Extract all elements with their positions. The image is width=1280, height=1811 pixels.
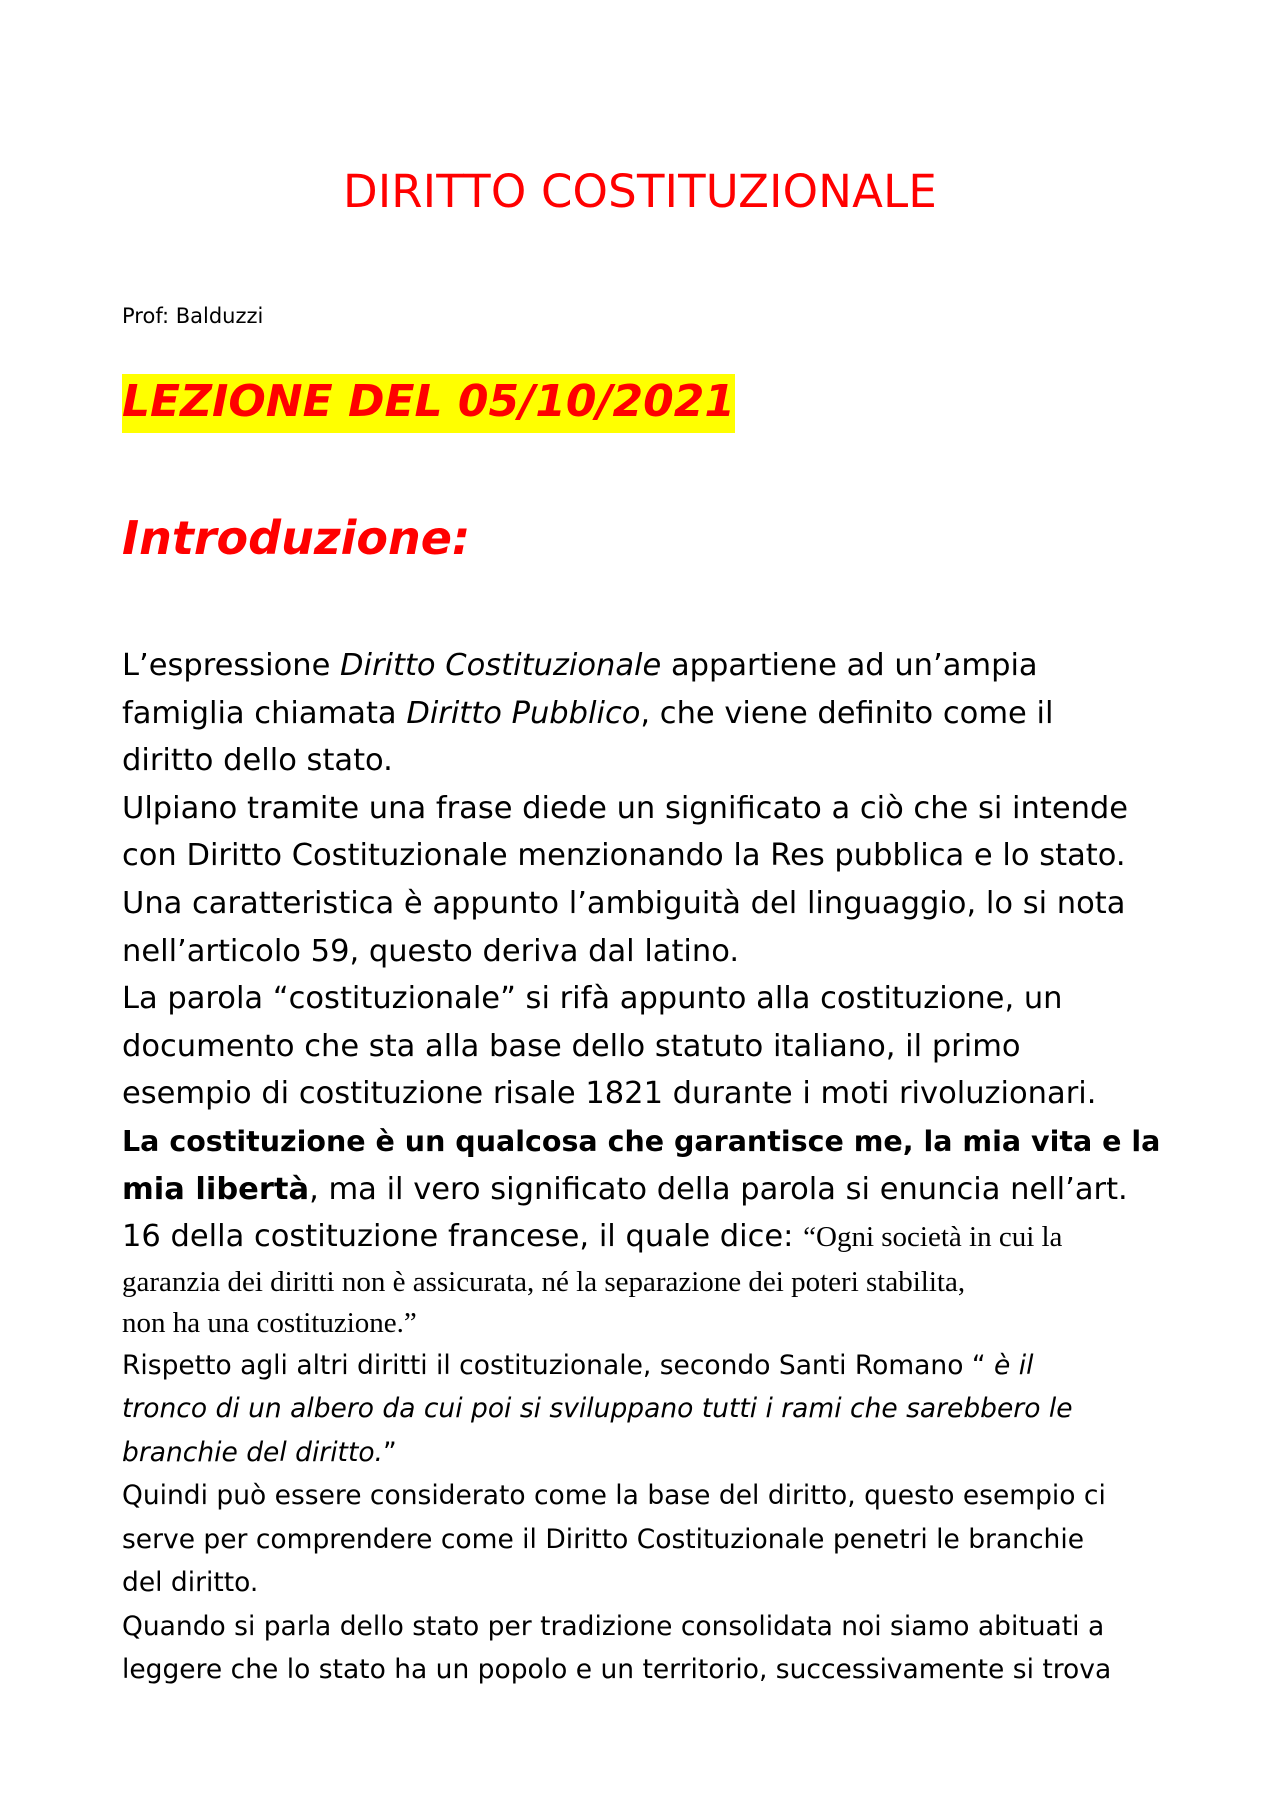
paragraph-line: La parola “costituzionale” si rifà appunto alla costituzione, un: [122, 981, 1063, 1017]
italic-quote: branchie del diritto.: [122, 1436, 383, 1468]
body-text: [122, 642, 1172, 1692]
italic-term: Diritto Pubblico: [406, 695, 641, 731]
lesson-heading: [122, 371, 735, 433]
paragraph-line: Una caratteristica è appunto l’ambiguità del linguaggio, lo si nota: [122, 885, 1126, 921]
paragraph-line: 16 della costituzione francese, il quale dice: “Ogni società in cui la: [122, 1219, 1063, 1255]
paragraph-line: Ulpiano tramite una frase diede un significato a ciò che si intende: [122, 790, 1129, 826]
paragraph-line: del diritto.: [122, 1567, 259, 1599]
paragraph-line: esempio di costituzione risale 1821 durante i moti rivoluzionari.: [122, 1076, 1097, 1112]
paragraph-line: con Diritto Costituzionale menzionando la Res pubblica e lo stato.: [122, 838, 1126, 874]
quote-line: non ha una costituzione.”: [122, 1306, 417, 1339]
paragraph-line: branchie del diritto.”: [122, 1436, 397, 1468]
italic-term: Diritto Costituzionale: [340, 648, 662, 683]
paragraph-line: L’espressione Diritto Costituzionale appartiene ad un’ampia: [122, 648, 1038, 683]
italic-quote: tronco di un albero da cui poi si sviluppano tutti i rami che sarebbero le: [122, 1393, 1073, 1425]
paragraph-line: Quindi può essere considerato come la base del diritto, questo esempio ci: [122, 1480, 1106, 1512]
paragraph-line: serve per comprendere come il Diritto Costituzionale penetri le branchie: [122, 1523, 1085, 1555]
document-title: DIRITTO COSTITUZIONALE: [342, 165, 938, 218]
quote-line: garanzia dei diritti non è assicurata, né la separazione dei poteri stabilita,: [122, 1265, 966, 1298]
paragraph-line: diritto dello stato.: [122, 743, 393, 779]
paragraph-line: Rispetto agli altri diritti il costituzionale, secondo Santi Romano “ è il: [122, 1349, 1034, 1381]
section-heading: Introduzione:: [122, 511, 471, 565]
professor-line: Prof: Balduzzi: [122, 304, 264, 328]
paragraph-line: famiglia chiamata Diritto Pubblico, che viene definito come il: [122, 695, 1054, 731]
lesson-heading-text: LEZIONE DEL 05/10/2021: [122, 374, 735, 433]
italic-quote: è il: [993, 1349, 1034, 1381]
paragraph-line: nell’articolo 59, questo deriva dal latino.: [122, 933, 740, 969]
paragraph-line: documento che sta alla base dello statuto italiano, il primo: [122, 1028, 1021, 1064]
bold-statement: La costituzione è un qualcosa che garantisce me, la mia vita e la: [122, 1124, 1161, 1158]
paragraph-line: leggere che lo stato ha un popolo e un territorio, successivamente si trova: [122, 1654, 1112, 1686]
paragraph-line: mia libertà, ma il vero significato della parola si enuncia nell’art.: [122, 1171, 1128, 1207]
quote-text: “Ogni società in cui la: [803, 1221, 1063, 1254]
paragraph-line: Quando si parla dello stato per tradizione consolidata noi siamo abituati a: [122, 1610, 1105, 1642]
bold-statement: mia libertà: [122, 1171, 310, 1207]
